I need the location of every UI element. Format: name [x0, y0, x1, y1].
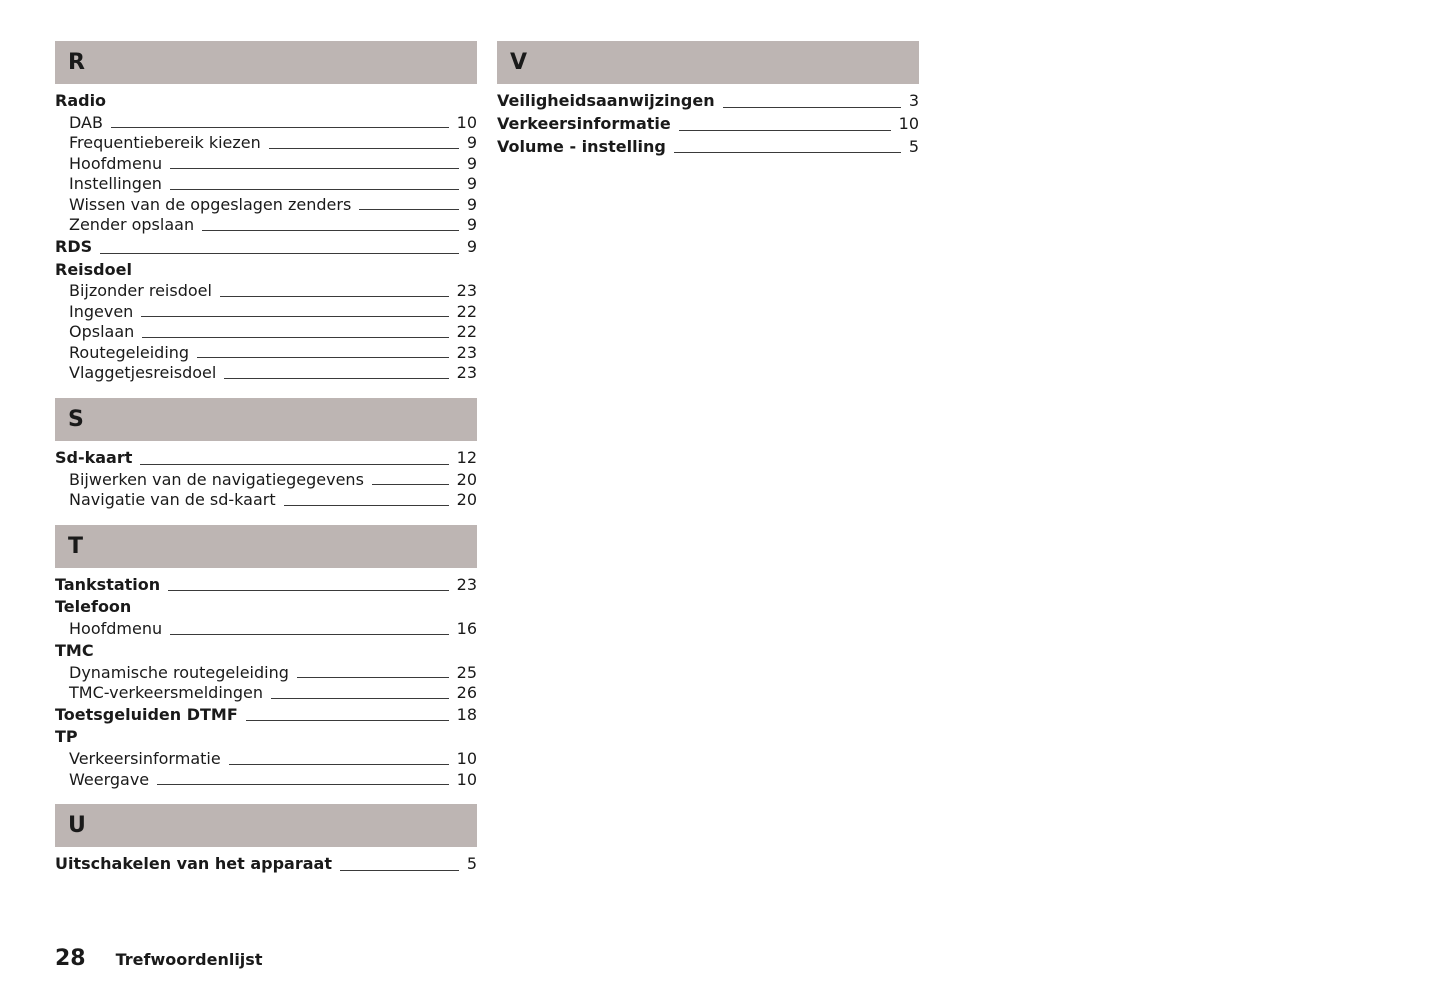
entry-label: Bijwerken van de navigatiegegevens [69, 469, 364, 489]
entry-label: Toetsgeluiden DTMF [55, 704, 238, 724]
index-subentry [55, 215, 477, 236]
leader-line [157, 784, 449, 785]
leader-line [224, 378, 448, 379]
leader-line [246, 720, 449, 721]
leader-line [723, 107, 901, 108]
index-section-s [55, 398, 477, 511]
section-letter-heading: S [55, 398, 477, 441]
entry-label: Radio [55, 91, 107, 110]
leader-line [679, 130, 891, 131]
leader-line [141, 316, 448, 317]
section-letter-heading: R [55, 41, 477, 84]
index-subentry [55, 195, 477, 216]
entry-page-number: 16 [456, 619, 477, 639]
entry-page-number: 9 [466, 215, 477, 235]
leader-line [170, 634, 449, 635]
entry-label: Frequentiebereik kiezen [69, 133, 261, 153]
entry-label: Veiligheidsaanwijzingen [497, 91, 715, 110]
entry-label: DAB [69, 112, 103, 132]
entry-page-number: 10 [456, 112, 477, 132]
index-entry [55, 447, 477, 470]
index-entry [55, 726, 477, 749]
entry-page-number: 22 [456, 301, 477, 321]
index-entry [55, 236, 477, 259]
section-letter-heading: T [55, 525, 477, 568]
leader-line [140, 464, 448, 465]
entry-page-number: 3 [908, 91, 919, 110]
index-subentry [55, 281, 477, 302]
leader-line [170, 189, 459, 190]
leader-line [100, 253, 459, 254]
index-entry [497, 90, 919, 113]
leader-line [269, 148, 459, 149]
page-footer [55, 946, 262, 971]
index-entry [497, 113, 919, 136]
leader-line [297, 677, 449, 678]
index-column-left [55, 41, 477, 876]
leader-line [142, 337, 448, 338]
leader-line [202, 230, 459, 231]
index-column-right [497, 41, 919, 158]
entry-page-number: 23 [456, 363, 477, 383]
index-subentry [55, 363, 477, 384]
index-entry [55, 574, 477, 597]
entry-label: Zender opslaan [69, 215, 195, 235]
entry-label: Hoofdmenu [69, 153, 163, 173]
leader-line [168, 590, 448, 591]
entry-label: Weergave [69, 769, 150, 789]
index-section-v [497, 41, 919, 158]
entry-label: Uitschakelen van het apparaat [55, 854, 332, 874]
entry-page-number: 10 [898, 113, 919, 133]
leader-line [220, 296, 449, 297]
entry-label: TMC-verkeersmeldingen [69, 683, 264, 703]
index-entry [55, 259, 477, 282]
entry-label: RDS [55, 236, 93, 256]
index-subentry [55, 749, 477, 770]
entry-page-number: 5 [908, 136, 919, 156]
entry-label: Routegeleiding [69, 342, 190, 362]
index-entry [55, 853, 477, 876]
entry-page-number: 10 [456, 769, 477, 789]
entry-label: Dynamische routegeleiding [69, 662, 289, 682]
entry-page-number: 26 [456, 683, 477, 703]
entry-page-number: 20 [456, 490, 477, 510]
index-subentry [55, 154, 477, 175]
entry-page-number: 9 [466, 194, 477, 214]
index-entry [55, 596, 477, 619]
entry-label: Volume - instelling [497, 136, 666, 156]
entry-page-number: 5 [466, 854, 477, 874]
entry-label: Ingeven [69, 301, 134, 321]
entry-page-number: 9 [466, 133, 477, 153]
leader-line [197, 357, 449, 358]
index-entry [55, 90, 477, 113]
entry-page-number: 25 [456, 662, 477, 682]
leader-line [229, 764, 449, 765]
section-letter-heading: U [55, 804, 477, 847]
index-entry [55, 640, 477, 663]
leader-line [674, 152, 901, 153]
index-subentry [55, 302, 477, 323]
entry-label: TMC [55, 640, 94, 660]
entry-label: Telefoon [55, 597, 132, 617]
entry-label: Vlaggetjesreisdoel [69, 363, 217, 383]
index-subentry [55, 133, 477, 154]
index-subentry [55, 113, 477, 134]
entry-page-number: 12 [456, 447, 477, 467]
entry-label: Wissen van de opgeslagen zenders [69, 194, 352, 214]
entry-label: Opslaan [69, 322, 135, 342]
index-subentry [55, 619, 477, 640]
entry-label: Bijzonder reisdoel [69, 281, 212, 301]
leader-line [271, 698, 449, 699]
entry-page-number: 9 [466, 236, 477, 256]
entry-page-number: 18 [456, 704, 477, 724]
entry-label: Verkeersinformatie [69, 749, 221, 769]
leader-line [170, 168, 459, 169]
entry-label: Navigatie van de sd-kaart [69, 490, 276, 510]
index-subentry [55, 663, 477, 684]
index-subentry [55, 470, 477, 491]
leader-line [340, 870, 459, 871]
entry-label: Hoofdmenu [69, 619, 163, 639]
entry-page-number: 9 [466, 174, 477, 194]
leader-line [111, 127, 449, 128]
entry-label: Sd-kaart [55, 447, 133, 467]
leader-line [359, 209, 459, 210]
index-subentry [55, 770, 477, 791]
leader-line [284, 505, 449, 506]
index-subentry [55, 322, 477, 343]
section-letter-heading: V [497, 41, 919, 84]
leader-line [372, 484, 449, 485]
index-entry [497, 136, 919, 159]
index-section-r [55, 41, 477, 384]
entry-label: Instellingen [69, 174, 162, 194]
index-subentry [55, 343, 477, 364]
index-subentry [55, 683, 477, 704]
entry-page-number: 23 [456, 574, 477, 594]
entry-page-number: 22 [456, 322, 477, 342]
index-section-t [55, 525, 477, 790]
index-entry [55, 704, 477, 727]
entry-page-number: 23 [456, 342, 477, 362]
entry-page-number: 9 [466, 153, 477, 173]
index-subentry [55, 490, 477, 511]
entry-page-number: 10 [456, 749, 477, 769]
entry-label: Verkeersinformatie [497, 113, 671, 133]
page-title: Trefwoordenlijst [115, 950, 263, 969]
index-section-u [55, 804, 477, 876]
entry-label: Reisdoel [55, 259, 132, 279]
entry-label: TP [55, 727, 78, 747]
entry-page-number: 23 [456, 281, 477, 301]
entry-page-number: 20 [456, 469, 477, 489]
entry-label: Tankstation [55, 574, 161, 594]
page-number: 28 [55, 946, 86, 971]
index-subentry [55, 174, 477, 195]
